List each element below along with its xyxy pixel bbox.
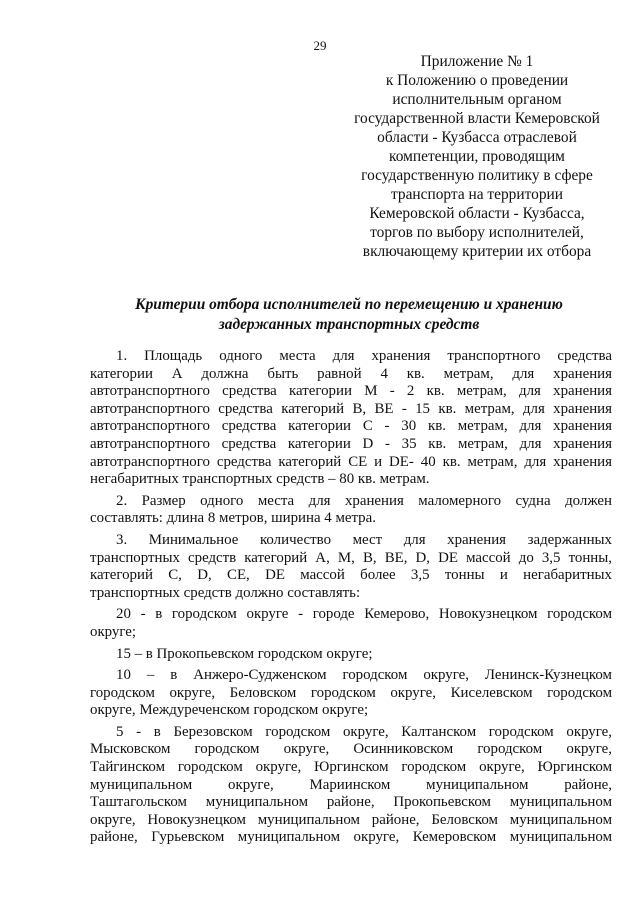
title-line: задержанных транспортных средств <box>218 315 480 333</box>
text-line: негабаритных транспортных средств – 80 кв. метрам. <box>90 471 430 488</box>
text-line: 20 - в городском округе - городе Кемерово, Новокузнецком городском <box>116 606 612 623</box>
paragraph <box>90 667 612 720</box>
appendix-line: транспорта на территории <box>390 186 563 203</box>
paragraph <box>90 532 612 602</box>
appendix-line: государственную политику в сфере <box>361 167 593 184</box>
text-line: муниципальном округе, Мариинском муниципальном районе, <box>90 776 612 793</box>
text-line: составлять: длина 8 метров, ширина 4 метра. <box>90 510 376 527</box>
text-line: транспортных средств должно составлять: <box>90 584 361 601</box>
text-line: автотранспортного средства категорий СЕ и DE- 40 кв. метрам, для хранения <box>90 453 612 470</box>
text-line: 3. Минимальное количество мест для хранения задержанных <box>116 531 612 548</box>
text-line: округе; <box>90 623 137 640</box>
appendix-line: торгов по выбору исполнителей, <box>370 224 584 241</box>
document-title <box>88 295 610 334</box>
text-line: 5 - в Березовском городском округе, Калтанском городском округе, <box>116 723 612 740</box>
text-line: Таштагольском муниципальном районе, Прокопьевском муниципальном <box>90 794 612 811</box>
appendix-line: к Положению о проведении <box>385 72 569 89</box>
paragraph <box>90 348 612 489</box>
text-line: районе, Гурьевском муниципальном округе, Кемеровском муниципальном <box>90 829 612 846</box>
paragraph <box>90 493 612 528</box>
appendix-line: государственной власти Кемеровской <box>354 110 600 127</box>
text-line: округе, Междуреченском городском округе; <box>90 702 369 719</box>
text-line: автотранспортного средства категории М - 2 кв. метрам, для хранения <box>90 383 612 400</box>
text-line: Тайгинском городском округе, Юргинском городском округе, Юргинском <box>90 759 612 776</box>
appendix-line: Приложение № 1 <box>420 53 534 70</box>
paragraph <box>90 606 612 641</box>
page-number: 29 <box>313 38 327 53</box>
text-line: Мысковском городском округе, Осинниковском городском округе, <box>90 741 612 758</box>
paragraph <box>90 724 612 847</box>
text-line: 10 – в Анжеро-Судженском городском округе, Ленинск-Кузнецком <box>116 667 612 684</box>
text-line: городском округе, Беловском городском округе, Киселевском городском <box>90 684 612 701</box>
appendix-line: компетенции, проводящим <box>389 148 565 165</box>
text-line: транспортных средств категорий А, М, В, ВЕ, D, DE массой до 3,5 тонны, <box>90 549 612 566</box>
text-line: категории А должна быть равной 4 кв. метрам, для хранения <box>90 365 612 382</box>
appendix-line: области - Кузбасса отраслевой <box>377 129 577 146</box>
paragraph <box>90 646 612 664</box>
text-line: автотранспортного средства категорий В, ВЕ - 15 кв. метрам, для хранения <box>90 400 612 417</box>
appendix-header <box>332 52 622 261</box>
appendix-line: Кемеровской области - Кузбасса, <box>369 205 585 222</box>
appendix-line: исполнительным органом <box>392 91 562 108</box>
text-line: 1. Площадь одного места для хранения транспортного средства <box>116 348 612 364</box>
text-line: округе, Новокузнецком муниципальном районе, Беловском муниципальном <box>90 811 612 828</box>
text-line: автотранспортного средства категории D - 35 кв. метрам, для хранения <box>90 435 612 452</box>
text-line: 2. Размер одного места для хранения маломерного судна должен <box>116 492 612 509</box>
title-line: Критерии отбора исполнителей по перемещению и хранению <box>135 296 563 313</box>
text-line: автотранспортного средства категории С - 30 кв. метрам, для хранения <box>90 418 612 435</box>
text-line: 15 – в Прокопьевском городском округе; <box>116 645 373 662</box>
text-line: категорий С, D, СЕ, DE массой более 3,5 тонны и негабаритных <box>90 567 612 584</box>
document-body <box>90 348 612 847</box>
appendix-line: включающему критерии их отбора <box>362 243 592 260</box>
